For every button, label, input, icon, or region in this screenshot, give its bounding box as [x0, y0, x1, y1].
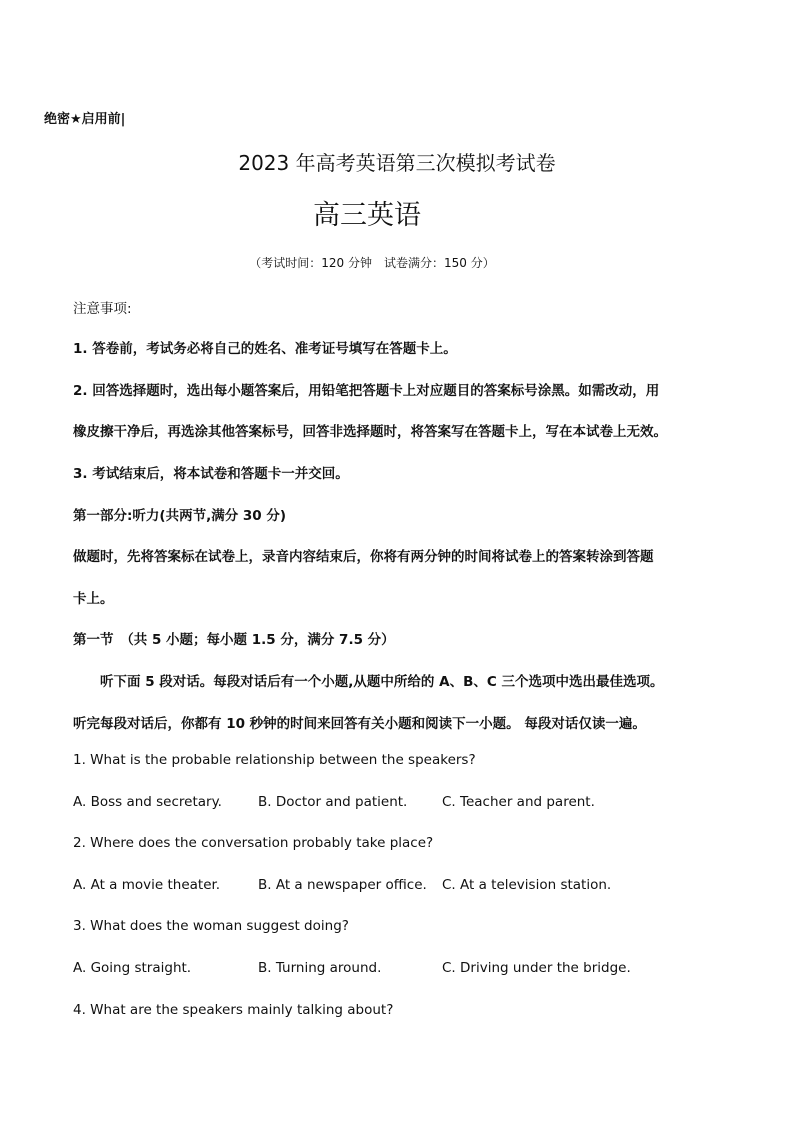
exam-info: （考试时间：120 分钟 试卷满分：150 分） — [249, 256, 495, 270]
subject-title: 高三英语 — [313, 200, 421, 231]
section1-heading: 第一节 （共 5 小题；每小题 1.5 分，满分 7.5 分） — [73, 632, 395, 648]
question-1-option-b: B. Doctor and patient. — [258, 794, 408, 810]
question-2-option-a: A. At a movie theater. — [73, 877, 221, 893]
question-1-option-c: C. Teacher and parent. — [442, 794, 595, 810]
question-4-stem: 4. What are the speakers mainly talking about? — [73, 1002, 394, 1018]
section1-desc-line-1: 听下面 5 段对话。每段对话后有一个小题,从题中所给的 A、B、C 三个选项中选出最佳选项。 — [100, 674, 664, 690]
secret-mark: 绝密★启用前| — [44, 112, 126, 127]
part1-heading: 第一部分:听力(共两节,满分 30 分) — [73, 508, 287, 524]
question-1-option-a: A. Boss and secretary. — [73, 794, 222, 810]
notes-item-1: 1. 答卷前，考试务必将自己的姓名、准考证号填写在答题卡上。 — [73, 341, 457, 357]
question-2-stem: 2. Where does the conversation probably take place? — [73, 835, 434, 851]
question-2-option-c: C. At a television station. — [442, 877, 612, 893]
question-1-stem: 1. What is the probable relationship between the speakers? — [73, 752, 476, 768]
section1-desc-line-2: 听完每段对话后，你都有 10 秒钟的时间来回答有关小题和阅读下一小题。 每段对话仅读一遍。 — [73, 716, 646, 732]
notes-item-2-line-2: 橡皮擦干净后，再选涂其他答案标号，回答非选择题时，将答案写在答题卡上，写在本试卷上无效。 — [73, 424, 667, 440]
question-2-option-b: B. At a newspaper office. — [258, 877, 427, 893]
question-3-stem: 3. What does the woman suggest doing? — [73, 918, 349, 934]
part1-instruction-line-2: 卡上。 — [73, 591, 114, 607]
exam-title: 2023 年高考英语第三次模拟考试卷 — [238, 151, 556, 175]
notes-item-3: 3. 考试结束后，将本试卷和答题卡一并交回。 — [73, 466, 349, 482]
notes-heading: 注意事项: — [73, 301, 132, 317]
notes-item-2-line-1: 2. 回答选择题时，选出每小题答案后，用铅笔把答题卡上对应题目的答案标号涂黑。如需改动，用 — [73, 383, 660, 399]
question-3-option-c: C. Driving under the bridge. — [442, 960, 631, 976]
part1-instruction-line-1: 做题时，先将答案标在试卷上，录音内容结束后，你将有两分钟的时间将试卷上的答案转涂到答题 — [73, 549, 654, 565]
question-3-option-a: A. Going straight. — [73, 960, 192, 976]
question-3-option-b: B. Turning around. — [258, 960, 382, 976]
